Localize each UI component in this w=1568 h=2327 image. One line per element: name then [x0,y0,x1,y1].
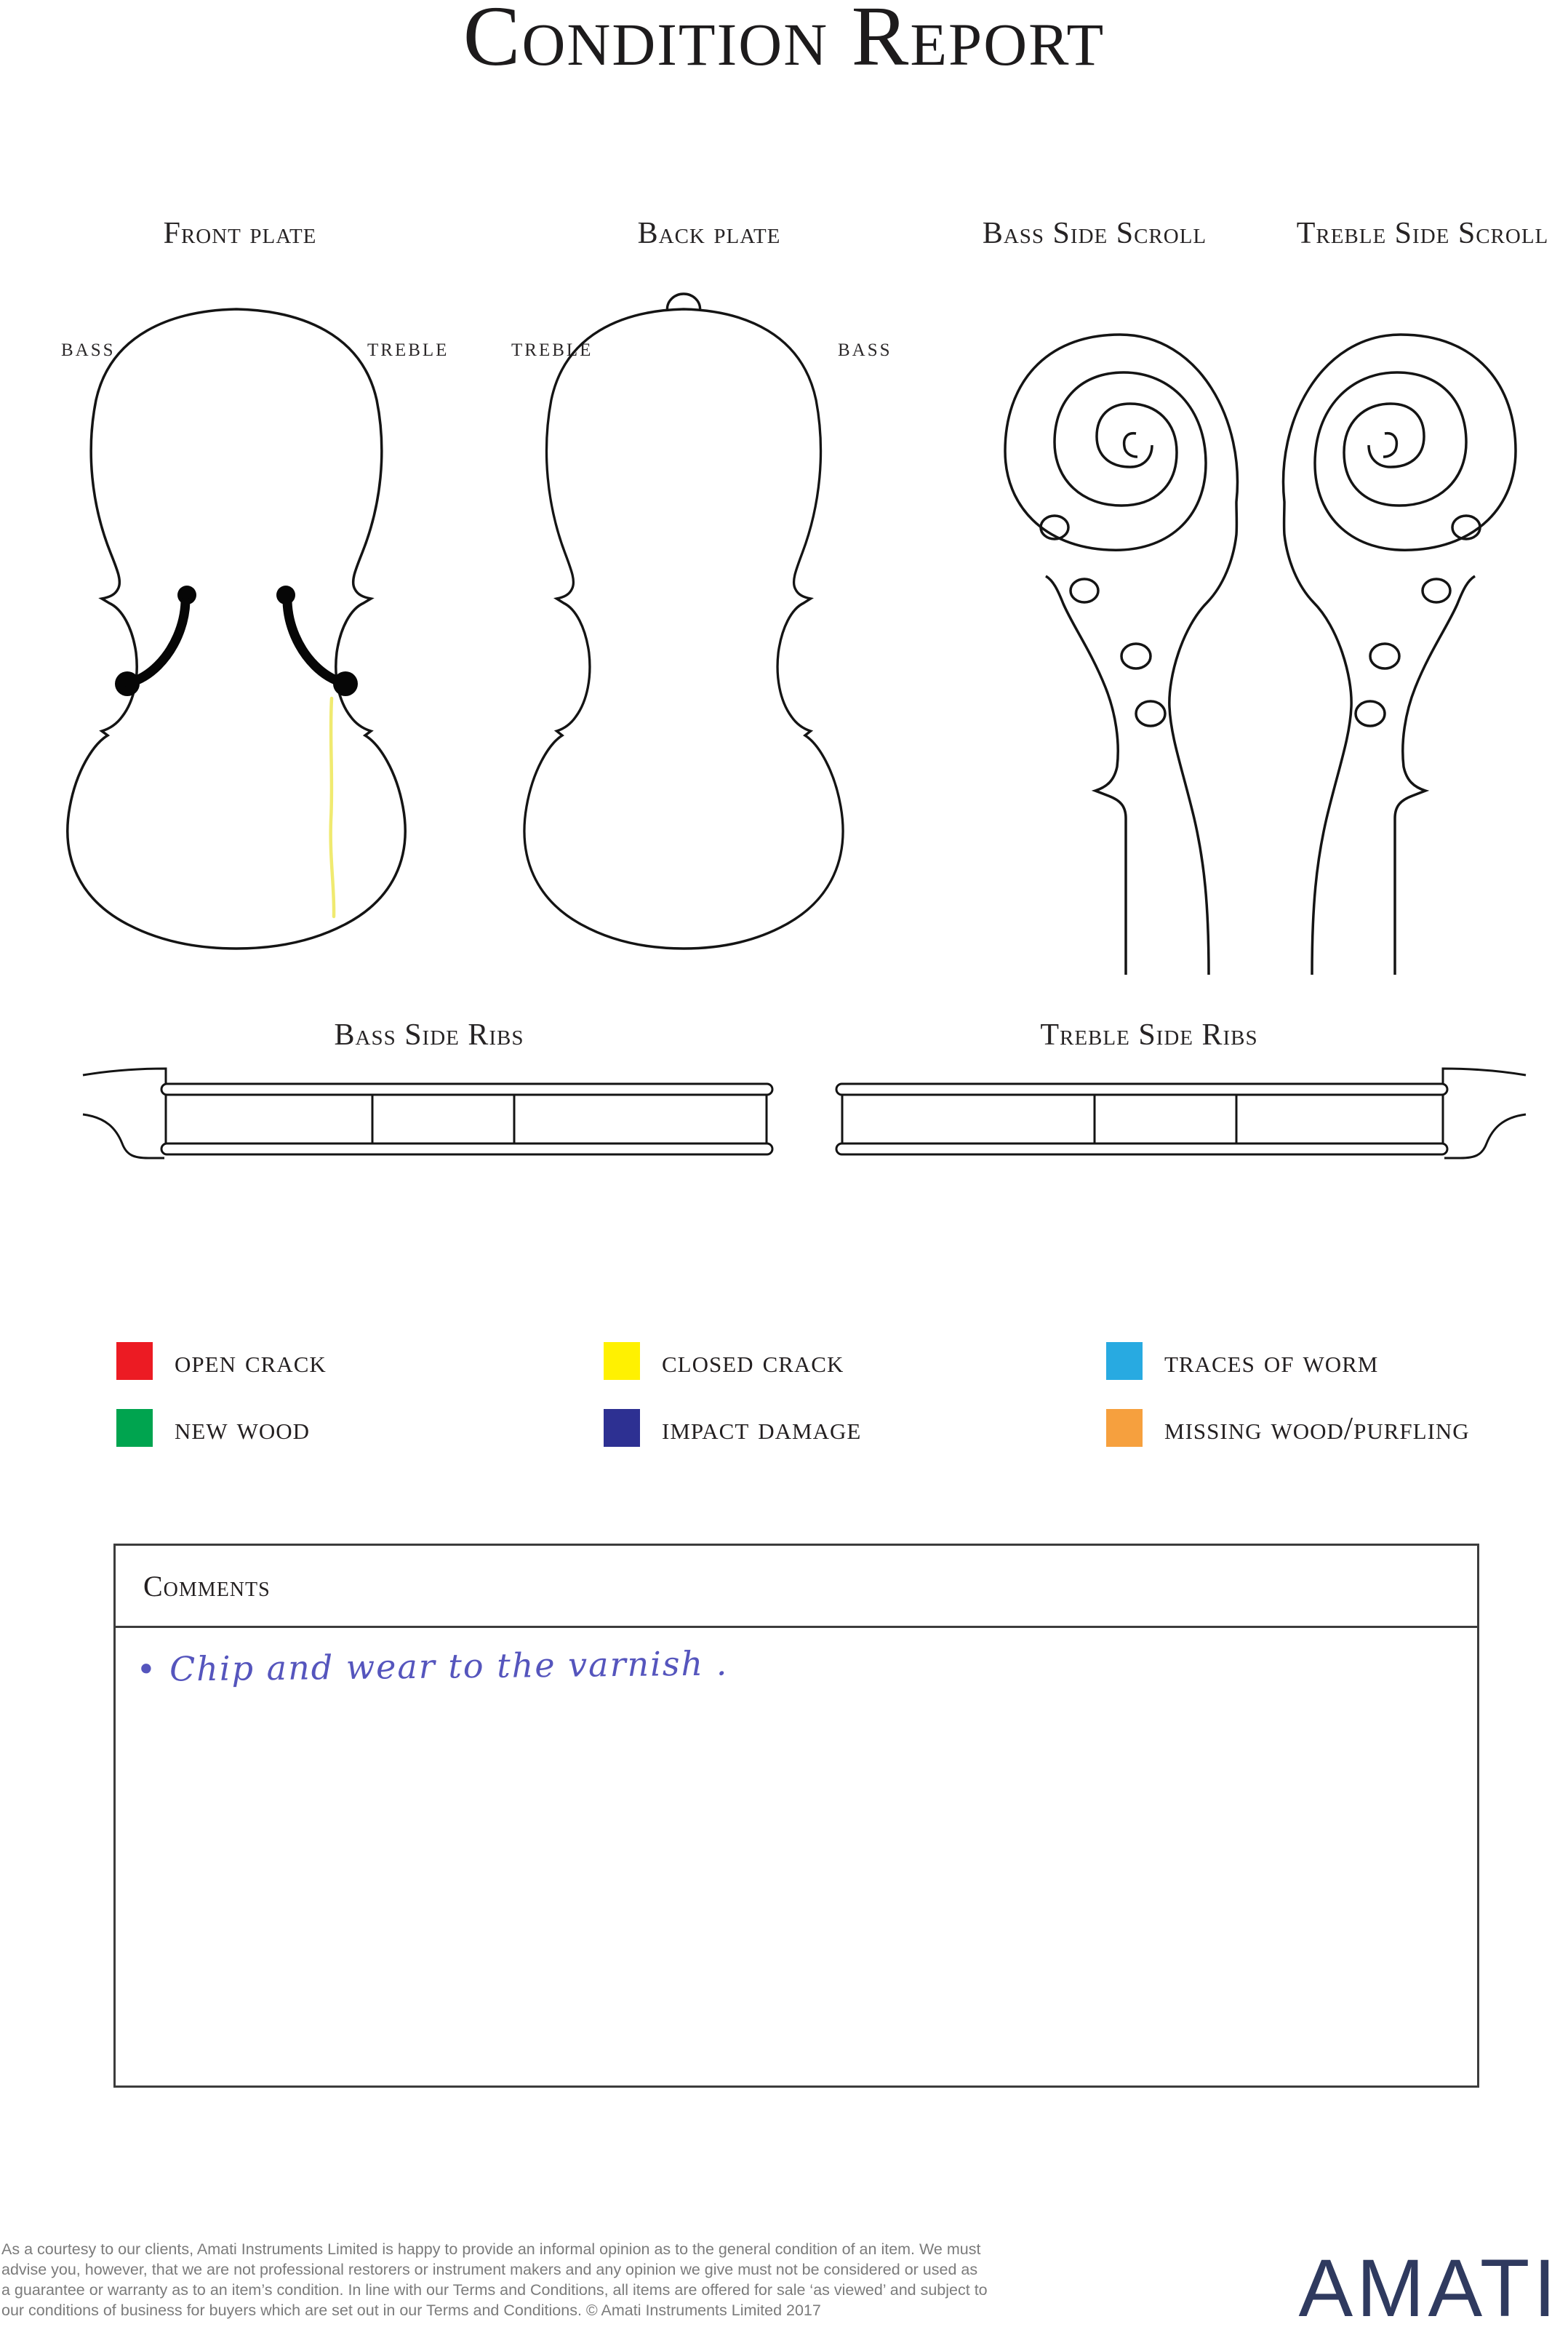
ribs-outline [83,1069,772,1158]
handwritten-comment: • Chip and wear to the varnish . [136,1643,729,1689]
scroll-outline-mirrored [1284,335,1516,975]
legend-item-new-wood [116,1409,310,1447]
disclaimer-line: As a courtesy to our clients, Amati Instruments Limited is happy to provide an informal opinion as to the general condition of an item. We must [1,2240,981,2258]
closed-crack-mark [331,698,334,917]
legend-label: missing wood/purfling [1164,1410,1470,1446]
legend-label: impact damage [662,1410,862,1446]
back-plate-diagram [502,287,865,949]
comments-box [113,1544,1479,2088]
back-plate-title: Back plate [637,217,781,250]
scroll-outline [1005,335,1237,975]
violin-body-outline [68,309,405,949]
bass-scroll-title: Bass Side Scroll [982,217,1207,250]
front-plate-bass-label: BASS [61,340,116,360]
bass-ribs-diagram [36,1047,807,1178]
bass-ribs-title: Bass Side Ribs [334,1018,524,1052]
front-plate-treble-label: TREBLE [367,340,449,360]
treble-f-hole [276,586,358,696]
legend-label: traces of worm [1164,1343,1379,1379]
treble-scroll-diagram [1255,284,1568,975]
disclaimer-line: our conditions of business for buyers which are set out in our Terms and Conditions. © Amati Instruments Limited 2017 [1,2302,821,2319]
ribs-outline-mirrored [836,1069,1526,1158]
open-crack-swatch [116,1342,153,1380]
closed-crack-swatch [604,1342,640,1380]
legend-item-traces-of-worm [1106,1342,1378,1380]
page-title: Condition Report [463,0,1105,84]
disclaimer-line: advise you, however, that we are not professional restorers or instrument makers and any opinion we give must not be considered or used as [1,2261,978,2278]
treble-ribs-diagram [801,1047,1568,1178]
front-plate-diagram [44,287,429,949]
traces-of-worm-swatch [1106,1342,1143,1380]
back-plate-bass-label: BASS [838,340,892,360]
legend-item-open-crack [116,1342,327,1380]
missing-wood-swatch [1106,1409,1143,1447]
amati-logo-text: AMATI [1298,2243,1560,2327]
legend-label: closed crack [662,1343,844,1379]
disclaimer-line: a guarantee or warranty as to an item’s condition. In line with our Terms and Conditions, all items are offered for sale ‘as viewed’ and subject to [1,2281,988,2299]
amati-logo [1284,2240,1568,2326]
violin-body-outline [524,309,843,949]
footer-disclaimer [1,2239,1092,2320]
bass-scroll-diagram [953,284,1265,975]
treble-ribs-title: Treble Side Ribs [1040,1018,1258,1052]
bass-f-hole [115,586,196,696]
legend-label: open crack [175,1343,327,1379]
front-plate-title: Front plate [163,217,317,250]
comments-title: Comments [143,1569,271,1602]
back-plate-button [667,294,700,309]
comments-header [116,1546,1477,1628]
legend-label: new wood [175,1410,311,1446]
legend-item-impact-damage [604,1409,861,1447]
legend-item-missing-wood [1106,1409,1470,1447]
new-wood-swatch [116,1409,153,1447]
legend-item-closed-crack [604,1342,844,1380]
treble-scroll-title: Treble Side Scroll [1296,217,1549,250]
back-plate-treble-label: TREBLE [511,340,593,360]
impact-damage-swatch [604,1409,640,1447]
